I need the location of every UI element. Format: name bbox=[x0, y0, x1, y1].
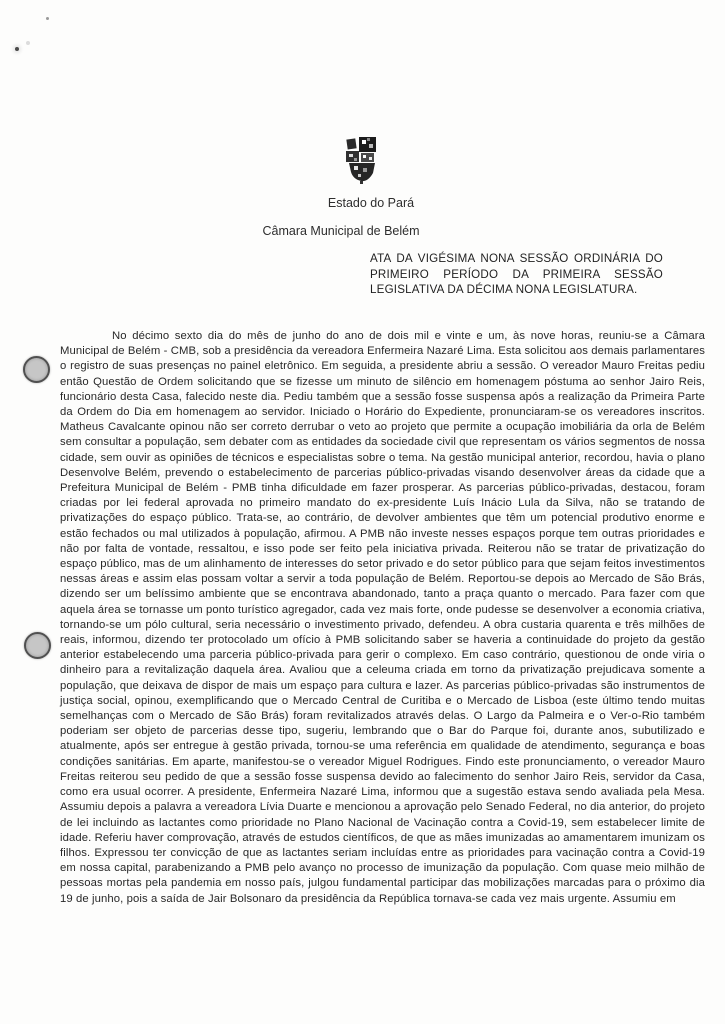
coat-of-arms-icon bbox=[344, 137, 380, 185]
scan-speck bbox=[26, 41, 30, 45]
hole-punch-mark bbox=[23, 356, 50, 383]
hole-punch-mark bbox=[24, 632, 51, 659]
minutes-paragraph: No décimo sexto dia do mês de junho do ano de dois mil e vinte e um, às nove horas, reuniu-se a Câmara Municipal de Belém - CMB, sob a presidência da vereadora Enfermeira Nazaré Lima. Esta solicitou aos demais parlamentares o registro de suas presenças no painel eletrônico. Em seguida, a presidente abriu a sessão. O vereador Mauro Freitas pediu então Questão de Ordem solicitando que se fizesse um minuto de silêncio em homenagem póstuma ao senhor Jairo Reis, funcionário desta Casa, falecido neste dia. Pediu também que a sessão fosse suspensa após a realização da Primeira Parte da Ordem do Dia em homenagem ao servidor. Iniciado o Horário do Expediente, pronunciaram-se os vereadores inscritos. Matheus Cavalcante opinou não ser correto derrubar o veto ao projeto que permite a ocupação imobiliária da orla de Belém sem consultar a população, sem debater com as entidades da sociedade civil que representam os vários segmentos de nossa cidade, sem ouvir as opiniões de técnicos e especialistas sobre o tema. Na gestão municipal anterior, recordou, havia o plano Desenvolve Belém, prevendo o estabelecimento de parcerias público-privadas visando desenvolver áreas da cidade que a Prefeitura Municipal de Belém - PMB tinha dificuldade em fazer prosperar. As parcerias público-privadas, destacou, foram criadas por lei federal aprovada no primeiro mandato do ex-presidente Luís Inácio Lula da Silva, não se tratando de privatizações do espaço público. Trata-se, ao contrário, de devolver ambientes que têm um potencial produtivo enorme e estão fechados ou mal utilizados à população, afirmou. A PMB não investe nesses espaços porque tem outras prioridades e não por falta de vontade, ressaltou, e isso pode ser feito pela iniciativa privada. Reiterou não se tratar de privatização do espaço público, mas de um alinhamento de interesses do setor privado e do setor público para que sejam feitos investimentos nessas áreas e assim elas possam voltar a servir a toda população de Belém. Reportou-se depois ao Mercado de São Brás, dizendo ser um belíssimo ambiente que se encontrava abandonado, tanto a praça quanto o mercado. Para fazer com que aquela área se tornasse um ponto turístico agregador, cada vez mais forte, onde pudesse se desenvolver a economia criativa, tornando-se um pólo cultural, seria necessário o investimento privado, defendeu. A obra custaria quarenta e três milhões de reais, informou, dizendo ter protocolado um ofício à PMB solicitando saber se haveria a continuidade do projeto da gestão anterior estabelecendo uma parceria público-privada para gerir o complexo. Em caso contrário, questionou de onde viria o dinheiro para a revitalização daquela área. Avaliou que a celeuma criada em torno da privatização prejudicava somente a população, que deixava de dispor de mais um espaço para cultura e lazer. As parcerias público-privadas são instrumentos de justiça social, opinou, exemplificando que o Mercado Central de Curitiba e o Mercado de Lisboa (este último tendo muitas semelhanças com o Mercado de São Brás) foram revitalizados através delas. O Largo da Palmeira e o Ver-o-Rio também poderiam ser objeto de parcerias desse tipo, sugeriu, lembrando que o Bar do Parque foi, durante anos, subutilizado e atualmente, após ser entregue à gestão privada, tornou-se uma referência em qualidade de atendimento, segurança e boas condições sanitárias. Em aparte, manifestou-se o vereador Miguel Rodrigues. Findo este pronunciamento, o vereador Mauro Freitas reiterou seu pedido de que a sessão fosse suspensa devido ao falecimento do senhor Jairo Reis, servidor da Casa, como era usual ocorrer. A presidente, Enfermeira Nazaré Lima, informou que a sugestão estava sendo avaliada pela Mesa. Assumiu depois a palavra a vereadora Lívia Duarte e mencionou a aprovação pelo Senado Federal, no dia anterior, do projeto de lei incluindo as lactantes como prioridade no Plano Nacional de Vacinação contra a Covid-19, sem estabelecer limite de idade. Referiu haver comprovação, através de estudos científicos, de que as mães imunizadas ao amamentarem imunizam os filhos. Expressou ter convicção de que as lactantes seriam incluídas entre as prioridades para vacinação contra a Covid-19 em nossa capital, parabenizando a PMB pelo avanço no processo de imunização da população. Com quase meio milhão de pessoas mortas pela pandemia em nosso país, julgou fundamental participar das mobilizações marcadas para o próximo dia 19 de junho, pois a saída de Jair Bolsonaro da presidência da República tornava-se cada vez mais urgente. Assumiu em bbox=[60, 330, 705, 905]
institution-name: Câmara Municipal de Belém bbox=[262, 224, 420, 238]
state-name: Estado do Pará bbox=[327, 196, 415, 210]
session-title: ATA DA VIGÉSIMA NONA SESSÃO ORDINÁRIA DO PRIMEIRO PERÍODO DA PRIMEIRA SESSÃO LEGISLATIVA DA DÉCIMA NONA LEGISLATURA. bbox=[370, 252, 663, 297]
scan-speck bbox=[15, 47, 19, 51]
scan-speck bbox=[46, 17, 49, 20]
